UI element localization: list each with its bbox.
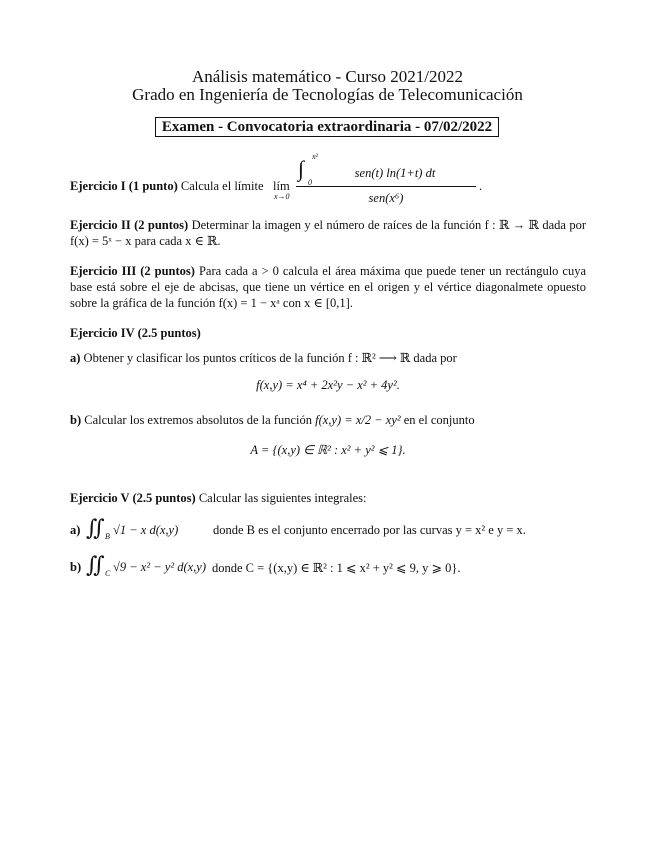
exercise-3 [70, 263, 586, 311]
limit-operator: lím [273, 179, 290, 193]
exercise-1-text: Calcula el límite [180, 179, 264, 193]
exercise-4-label: Ejercicio IV (2.5 puntos) [70, 326, 201, 340]
integral-sign: ∫ [298, 156, 305, 181]
exercise-5b-label: b) [70, 560, 82, 574]
exercise-1 [70, 150, 586, 210]
exercise-3-label: Ejercicio III (2 puntos) [70, 264, 195, 278]
exercise-5a-text: donde B es el conjunto encerrado por las curvas y = x² e y = x. [213, 523, 526, 537]
exercise-4a-text: Obtener y clasificar los puntos críticos de la función f : ℝ² ⟶ ℝ dada por [83, 351, 457, 365]
exercise-5a [70, 515, 586, 544]
degree-title: Grado en Ingeniería de Tecnologías de Telecomunicación [132, 85, 523, 104]
exercise-4b-text-pre: Calcular los extremos absolutos de la función [84, 413, 312, 427]
double-integral-sign: ∬ [86, 515, 105, 540]
exercise-4a [70, 350, 586, 366]
integral-lower-limit: 0 [308, 178, 312, 187]
exercise-3-text: Para cada a > 0 calcula el área máxima que puede tener un rectángulo cuya base está sobre el eje de abcisas, que tiene un vértice en el origen y el vértice diagonalmete opuesto sobre la gráfica de la función f(x) = 1 − xᵃ con x ∈ [0,1]. [70, 264, 587, 310]
limit-subscript: x→0 [274, 192, 290, 201]
denominator: sen(x⁶) [368, 191, 404, 205]
exercise-4a-label: a) [70, 351, 81, 365]
exercise-5b [70, 552, 586, 578]
exercise-2-text: Determinar la imagen y el número de raíces de la función f : ℝ → ℝ dada por f(x) = 5ˣ − x para cada x ∈ ℝ. [70, 218, 586, 248]
exercise-5-text: Calcular las siguientes integrales: [198, 491, 367, 505]
integrand-a: √1 − x d(x,y) [113, 523, 179, 537]
integral-domain-c: C [105, 569, 111, 578]
exercise-5 [70, 490, 586, 506]
exercise-4b-label: b) [70, 413, 82, 427]
exercise-5a-label: a) [70, 523, 81, 537]
period: . [479, 179, 483, 193]
exercise-4a-formula: f(x,y) = x⁴ + 2x²y − x² + 4y². [256, 378, 400, 392]
double-integral-sign: ∬ [86, 552, 105, 577]
exercise-2 [70, 217, 586, 249]
exercise-5b-text: donde C = {(x,y) ∈ ℝ² : 1 ⩽ x² + y² ⩽ 9, y ⩾ 0}. [212, 561, 461, 575]
exercise-4b-formula: A = {(x,y) ∈ ℝ² : x² + y² ⩽ 1}. [250, 443, 406, 457]
exercise-4b-text-post: en el conjunto [403, 413, 475, 427]
numerator: sen(t) ln(1+t) dt [354, 166, 436, 180]
integral-upper-limit: x² [312, 152, 318, 161]
exercise-1-label: Ejercicio I (1 punto) [70, 179, 178, 193]
course-title: Análisis matemático - Curso 2021/2022 [191, 67, 464, 86]
integral-domain-b: B [105, 532, 110, 541]
fraction-bar [296, 186, 476, 187]
integrand-b: √9 − x² − y² d(x,y) [113, 560, 206, 574]
exercise-5-label: Ejercicio V (2.5 puntos) [70, 491, 196, 505]
exercise-4b [70, 412, 586, 428]
exercise-4b-function: f(x,y) = x/2 − xy² [315, 413, 401, 427]
exam-title-box: Examen - Convocatoria extraordinaria - 07/02/2022 [155, 117, 499, 137]
exercise-2-label: Ejercicio II (2 puntos) [70, 218, 189, 232]
